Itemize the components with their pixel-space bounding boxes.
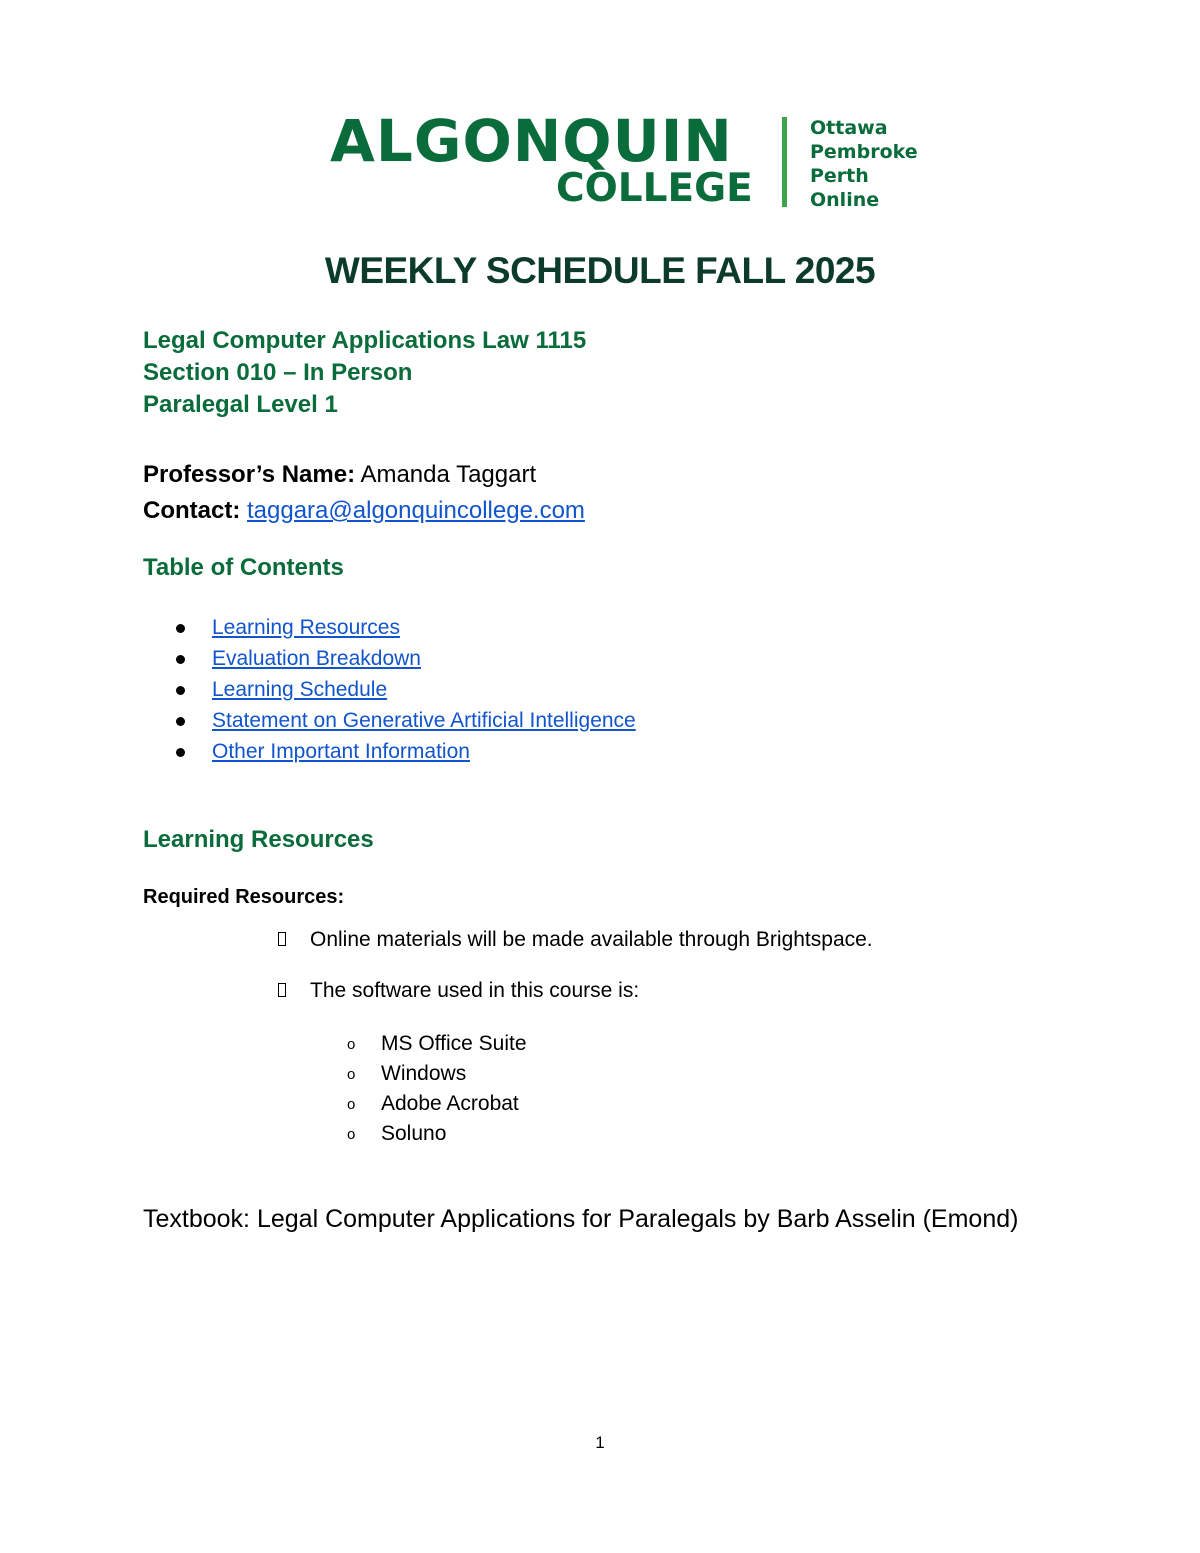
- textbook-line: Textbook: Legal Computer Applications for Paralegals by Barb Asselin (Emond): [143, 1205, 1019, 1233]
- toc-link-gen-ai-statement[interactable]: Statement on Generative Artificial Intelligence: [212, 709, 636, 732]
- logo-campus: Online: [810, 189, 880, 211]
- bullet-icon: [176, 686, 185, 695]
- course-section: Section 010 – In Person: [143, 359, 413, 386]
- resource-item: [310, 979, 639, 1003]
- resource-item: [310, 928, 873, 952]
- toc-item: [212, 643, 636, 674]
- contact-email-link[interactable]: taggara@algonquincollege.com: [247, 497, 585, 524]
- toc-link-evaluation-breakdown[interactable]: Evaluation Breakdown: [212, 647, 421, 670]
- software-item: [347, 1089, 527, 1119]
- bullet-icon: [176, 717, 185, 726]
- software-item: [347, 1119, 527, 1149]
- toc-item: [212, 736, 636, 767]
- checkbox-icon: [278, 932, 286, 946]
- toc-link-learning-resources[interactable]: Learning Resources: [212, 616, 400, 639]
- resource-text: Online materials will be made available through Brightspace.: [310, 928, 873, 951]
- logo-campuses: [810, 116, 918, 212]
- sub-bullet-icon: o: [347, 1036, 356, 1053]
- professor-info: [143, 457, 585, 529]
- course-info: [143, 325, 586, 421]
- toc-item: [212, 612, 636, 643]
- checkbox-icon: [278, 983, 286, 997]
- professor-name-row: [143, 457, 585, 493]
- professor-name-label: Professor’s Name:: [143, 461, 356, 488]
- resource-text: The software used in this course is:: [310, 979, 640, 1002]
- contact-row: [143, 493, 585, 529]
- college-logo: [330, 107, 930, 212]
- sub-bullet-icon: o: [347, 1126, 356, 1143]
- software-item: [347, 1059, 527, 1089]
- toc-link-other-info[interactable]: Other Important Information: [212, 740, 470, 763]
- toc-item: [212, 705, 636, 736]
- logo-campus: Pembroke: [810, 141, 918, 163]
- software-list: [347, 1029, 527, 1149]
- professor-name: Amanda Taggart: [360, 461, 537, 488]
- logo-name-line2: COLLEGE: [556, 166, 753, 211]
- logo-name-line1: ALGONQUIN: [330, 107, 733, 175]
- sub-bullet-icon: o: [347, 1096, 356, 1113]
- learning-resources-heading: Learning Resources: [143, 826, 374, 853]
- toc-list: [212, 612, 636, 767]
- software-name: Soluno: [381, 1122, 447, 1145]
- logo-campus: Perth: [810, 165, 869, 187]
- software-name: Adobe Acrobat: [381, 1092, 519, 1115]
- software-name: MS Office Suite: [381, 1032, 527, 1055]
- bullet-icon: [176, 655, 185, 664]
- software-item: [347, 1029, 527, 1059]
- required-resources-label: Required Resources:: [143, 886, 345, 908]
- bullet-icon: [176, 748, 185, 757]
- course-name: Legal Computer Applications Law 1115: [143, 327, 587, 354]
- software-name: Windows: [381, 1062, 467, 1085]
- toc-link-learning-schedule[interactable]: Learning Schedule: [212, 678, 388, 701]
- sub-bullet-icon: o: [347, 1066, 356, 1083]
- toc-heading: Table of Contents: [143, 554, 344, 581]
- logo-divider: [782, 117, 787, 207]
- page-number: 1: [595, 1433, 605, 1452]
- course-program: Paralegal Level 1: [143, 391, 338, 418]
- contact-label: Contact:: [143, 497, 241, 524]
- bullet-icon: [176, 624, 185, 633]
- logo-campus: Ottawa: [810, 117, 888, 139]
- document-title: WEEKLY SCHEDULE FALL 2025: [324, 250, 876, 291]
- toc-item: [212, 674, 636, 705]
